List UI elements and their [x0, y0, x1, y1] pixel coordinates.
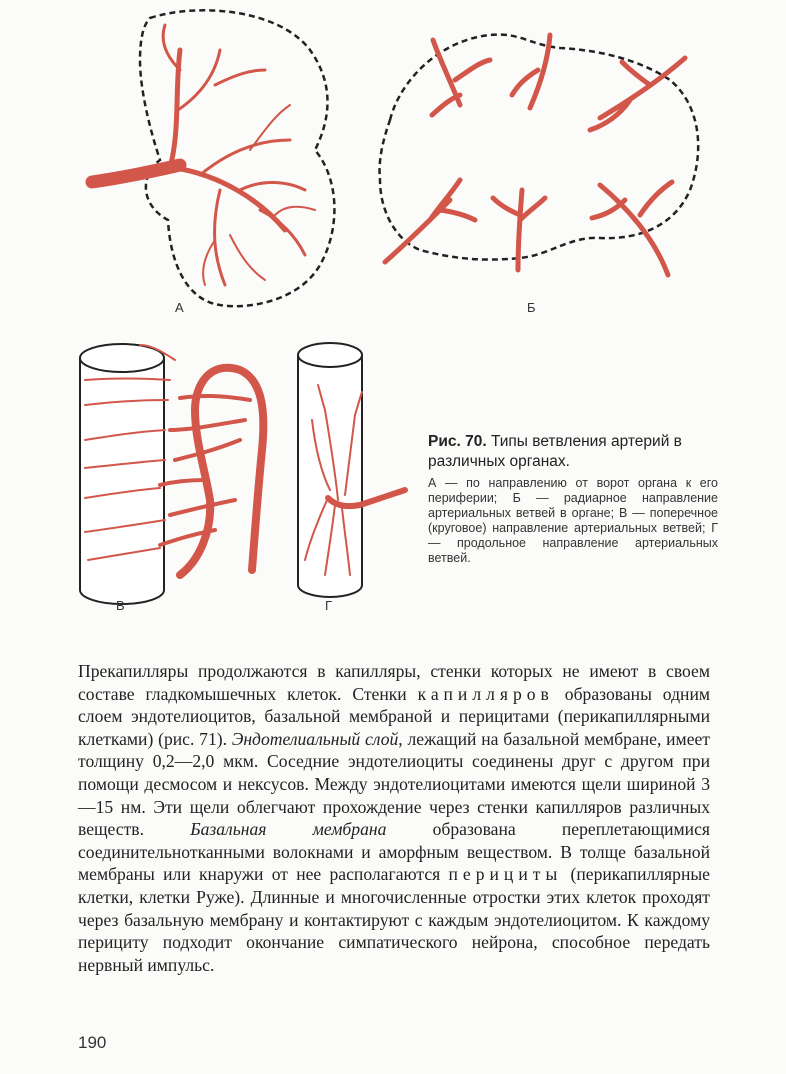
panel-a-illustration: [92, 10, 334, 306]
figure-caption: [428, 432, 718, 566]
label-g: Г: [325, 598, 333, 613]
panel-b-illustration: [380, 35, 699, 275]
label-v: В: [116, 598, 125, 613]
caption-title: [428, 432, 718, 472]
caption-title-text: Типы ветвления артерий в различных органах.: [428, 433, 682, 470]
panel-v-illustration: [80, 344, 263, 604]
text-run: образованы одним слоем эндотелиоцитов, базальной мембраной и перицитами (перикапиллярными клетками) (рис. 71).: [78, 683, 710, 749]
text-italic-endothelial-layer: Эндотелиальный слой: [231, 728, 399, 749]
caption-number: Рис. 70.: [428, 433, 487, 450]
page-number: 190: [78, 1033, 107, 1052]
panel-g-illustration: [298, 343, 405, 597]
body-paragraph: [78, 660, 710, 976]
caption-body: А — по направлению от ворот органа к его периферии; Б — радиарное направление артериальных ветвей в органе; В — поперечное (круговое) направление артериальных ветвей; Г — продольное направление артериальных ветвей.: [428, 476, 718, 565]
text-italic-basal-membrane: Базальная мембрана: [190, 819, 387, 840]
text-run: (перикапиллярные клетки, клетки Руже). Длинные и многочисленные отростки этих клеток проходят через базальную мембрану и контактируют с каждым эндотелиоцитом. К каждому перициту подходит окончание симпатического нейрона, способное передать нервный импульс.: [78, 864, 710, 975]
text-run: образована переплетающимися соединительнотканными волокнами и аморфным веществом. В толще базальной мембраны или кнаружи от нее располагаются: [78, 819, 710, 885]
text-run: , лежащий на базальной мембране, имеет толщину 0,2—2,0 мкм. Соседние эндотелиоциты соединены друг с другом при помощи десмосом и нексусов. Между эндотелиоцитами имеются щели шириной 3—15 нм. Эти щели облегчают прохождение через стенки капилляров различных веществ.: [78, 728, 710, 840]
label-a: А: [175, 300, 184, 315]
text-run: Прекапилляры продолжаются в капилляры, стенки которых не имеют в своем составе гладкомышечных клеток. Стенки: [78, 661, 710, 704]
text-spaced-pericytes: перициты: [448, 864, 563, 885]
label-b: Б: [527, 300, 536, 315]
text-spaced-capillaries: капилляров: [417, 683, 554, 704]
